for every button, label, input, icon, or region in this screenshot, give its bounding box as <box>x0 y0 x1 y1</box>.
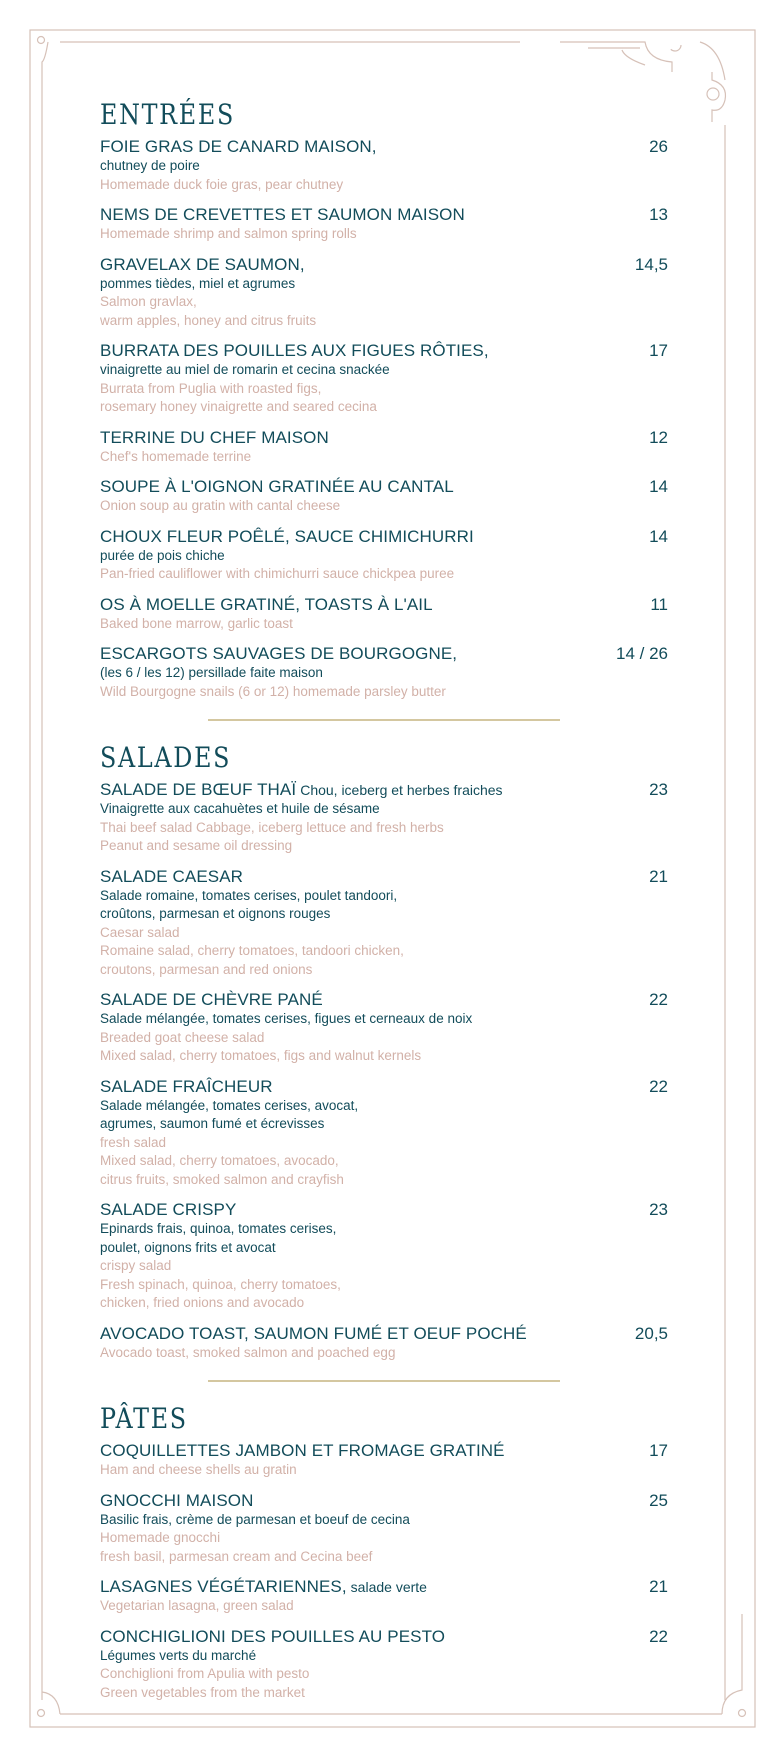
item-name: BURRATA DES POUILLES AUX FIGUES RÔTIES, <box>100 341 489 360</box>
item-description-en: chicken, fried onions and avocado <box>100 1295 305 1310</box>
item-description-en: Mixed salad, cherry tomatoes, avocado, <box>100 1153 339 1168</box>
item-description-fr: chutney de poire <box>100 158 200 173</box>
section-divider <box>208 719 560 721</box>
item-price: 17 <box>649 341 668 360</box>
item-description-en: Baked bone marrow, garlic toast <box>100 615 293 631</box>
item-description-en: Thai beef salad Cabbage, iceberg lettuce and fresh herbs <box>100 819 444 835</box>
item-description-en: warm apples, honey and citrus fruits <box>100 312 317 328</box>
item-description-fr: croûtons, parmesan et oignons rouges <box>100 906 331 921</box>
item-description-fr: Salade romaine, tomates cerises, poulet tandoori, <box>100 887 398 903</box>
menu-item <box>100 204 668 244</box>
menu-item <box>100 1576 668 1616</box>
item-description-fr: Salade mélangée, tomates cerises, figues et cerneaux de noix <box>100 1011 473 1026</box>
item-description-fr: Epinards frais, quinoa, tomates cerises, <box>100 1221 337 1236</box>
item-price: 20,5 <box>634 1323 668 1343</box>
menu-section <box>100 741 668 1362</box>
item-name: CONCHIGLIONI DES POUILLES AU PESTO <box>100 1626 446 1646</box>
item-description-en: Conchiglioni from Apulia with pesto <box>100 1666 310 1681</box>
menu-item <box>100 643 668 701</box>
section-title: PÂTES <box>100 1402 188 1435</box>
menu-item <box>100 866 668 980</box>
item-price: 14 / 26 <box>616 644 668 663</box>
item-name: SALADE CAESAR <box>100 866 244 886</box>
item-description-fr: agrumes, saumon fumé et écrevisses <box>100 1116 325 1131</box>
item-description-fr: Salade mélangée, tomates cerises, avocat, <box>100 1097 359 1113</box>
menu-section <box>100 98 668 701</box>
item-name: NEMS DE CREVETTES ET SAUMON MAISON <box>100 205 465 224</box>
item-name: GRAVELAX DE SAUMON, <box>100 254 305 274</box>
item-description-fr: purée de pois chiche <box>100 547 225 563</box>
item-description-en: Avocado toast, smoked salmon and poached egg <box>100 1344 396 1360</box>
menu-item <box>100 136 668 194</box>
item-description-en: Breaded goat cheese salad <box>100 1029 265 1045</box>
item-price: 14 <box>649 526 668 546</box>
item-name: TERRINE DU CHEF MAISON <box>100 427 329 447</box>
item-description-en: Pan-fried cauliflower with chimichurri sauce chickpea puree <box>100 566 455 581</box>
item-name: GNOCCHI MAISON <box>100 1490 254 1510</box>
item-description-en: Wild Bourgogne snails (6 or 12) homemade parsley butter <box>100 683 446 699</box>
item-price: 21 <box>649 1577 668 1596</box>
item-description-fr: Basilic frais, crème de parmesan et boeuf de cecina <box>100 1511 410 1527</box>
item-description-en: Romaine salad, cherry tomatoes, tandoori chicken, <box>100 943 404 958</box>
item-description-en: Caesar salad <box>100 924 180 940</box>
item-price: 11 <box>650 594 668 614</box>
item-name: SOUPE À L'OIGNON GRATINÉE AU CANTAL <box>100 477 454 496</box>
item-description-en: rosemary honey vinaigrette and seared cecina <box>100 399 377 414</box>
menu-item <box>100 340 668 417</box>
menu-item <box>100 779 668 856</box>
menu-item <box>100 1440 668 1480</box>
item-price: 26 <box>649 137 668 156</box>
item-description-fr: pommes tièdes, miel et agrumes <box>100 275 296 291</box>
menu-item <box>100 476 668 516</box>
item-name: SALADE FRAÎCHEUR <box>100 1076 273 1096</box>
item-description-en: Chef's homemade terrine <box>100 448 252 464</box>
item-price: 12 <box>649 427 668 447</box>
menu-item <box>100 427 668 467</box>
menu-item <box>100 1490 668 1567</box>
menu-item <box>100 1626 668 1703</box>
menu-item <box>100 254 668 331</box>
item-description-en: Onion soup au gratin with cantal cheese <box>100 498 341 513</box>
menu-item <box>100 526 668 584</box>
item-price: 13 <box>649 205 668 224</box>
item-description-en: fresh salad <box>100 1134 167 1150</box>
item-price: 23 <box>649 780 668 799</box>
menu-item <box>100 989 668 1066</box>
section-title: SALADES <box>100 741 232 774</box>
menu-item <box>100 1199 668 1313</box>
item-description-fr: (les 6 / les 12) persillade faite maison <box>100 665 323 680</box>
item-description-en: Salmon gravlax, <box>100 294 197 309</box>
item-name: AVOCADO TOAST, SAUMON FUMÉ ET OEUF POCHÉ <box>100 1323 527 1343</box>
item-description-fr: vinaigrette au miel de romarin et cecina snackée <box>100 362 390 377</box>
item-name: CHOUX FLEUR POÊLÉ, SAUCE CHIMICHURRI <box>100 526 474 546</box>
item-price: 14 <box>649 477 668 496</box>
item-name: SALADE CRISPY <box>100 1200 237 1219</box>
item-price: 17 <box>649 1441 668 1460</box>
item-description-en: Mixed salad, cherry tomatoes, figs and walnut kernels <box>100 1048 422 1063</box>
item-price: 22 <box>649 1626 668 1646</box>
item-description-en: Homemade shrimp and salmon spring rolls <box>100 226 357 241</box>
item-description-en: Fresh spinach, quinoa, cherry tomatoes, <box>100 1276 341 1292</box>
item-price: 22 <box>649 990 668 1009</box>
menu-item <box>100 594 668 634</box>
item-inline-description: Chou, iceberg et herbes fraiches <box>300 782 503 798</box>
item-description-en: Homemade duck foie gras, pear chutney <box>100 176 344 192</box>
item-name: LASAGNES VÉGÉTARIENNES, <box>100 1577 347 1596</box>
item-description-en: Burrata from Puglia with roasted figs, <box>100 380 322 396</box>
item-price: 25 <box>649 1490 668 1510</box>
item-description-en: fresh basil, parmesan cream and Cecina beef <box>100 1548 373 1564</box>
item-description-fr: Légumes verts du marché <box>100 1647 257 1663</box>
item-price: 23 <box>649 1200 668 1219</box>
item-name: ESCARGOTS SAUVAGES DE BOURGOGNE, <box>100 644 458 663</box>
item-description-fr: Vinaigrette aux cacahuètes et huile de sésame <box>100 801 380 816</box>
item-price: 22 <box>649 1076 668 1096</box>
item-description-en: croutons, parmesan and red onions <box>100 961 313 977</box>
item-price: 14,5 <box>634 254 668 274</box>
item-price: 21 <box>649 866 668 886</box>
item-description-en: Peanut and sesame oil dressing <box>100 838 293 853</box>
item-name: SALADE DE BŒUF THAÏ <box>100 780 297 799</box>
menu-section <box>100 1402 668 1702</box>
item-description-en: Vegetarian lasagna, green salad <box>100 1598 294 1613</box>
section-title: ENTRÉES <box>100 98 235 131</box>
menu-item <box>100 1076 668 1190</box>
menu-item <box>100 1323 668 1363</box>
item-description-en: Green vegetables from the market <box>100 1684 305 1700</box>
item-description-en: Ham and cheese shells au gratin <box>100 1462 297 1477</box>
item-name: FOIE GRAS DE CANARD MAISON, <box>100 137 377 156</box>
item-name: SALADE DE CHÈVRE PANÉ <box>100 990 323 1009</box>
item-name: OS À MOELLE GRATINÉ, TOASTS À L'AIL <box>100 594 433 614</box>
item-inline-description: salade verte <box>350 1579 427 1595</box>
item-description-en: crispy salad <box>100 1258 172 1273</box>
item-description-en: citrus fruits, smoked salmon and crayfish <box>100 1171 344 1187</box>
menu-content <box>100 98 668 1712</box>
section-divider <box>208 1380 560 1382</box>
item-description-fr: poulet, oignons frits et avocat <box>100 1239 276 1255</box>
item-name: COQUILLETTES JAMBON ET FROMAGE GRATINÉ <box>100 1441 505 1460</box>
item-description-en: Homemade gnocchi <box>100 1530 221 1545</box>
